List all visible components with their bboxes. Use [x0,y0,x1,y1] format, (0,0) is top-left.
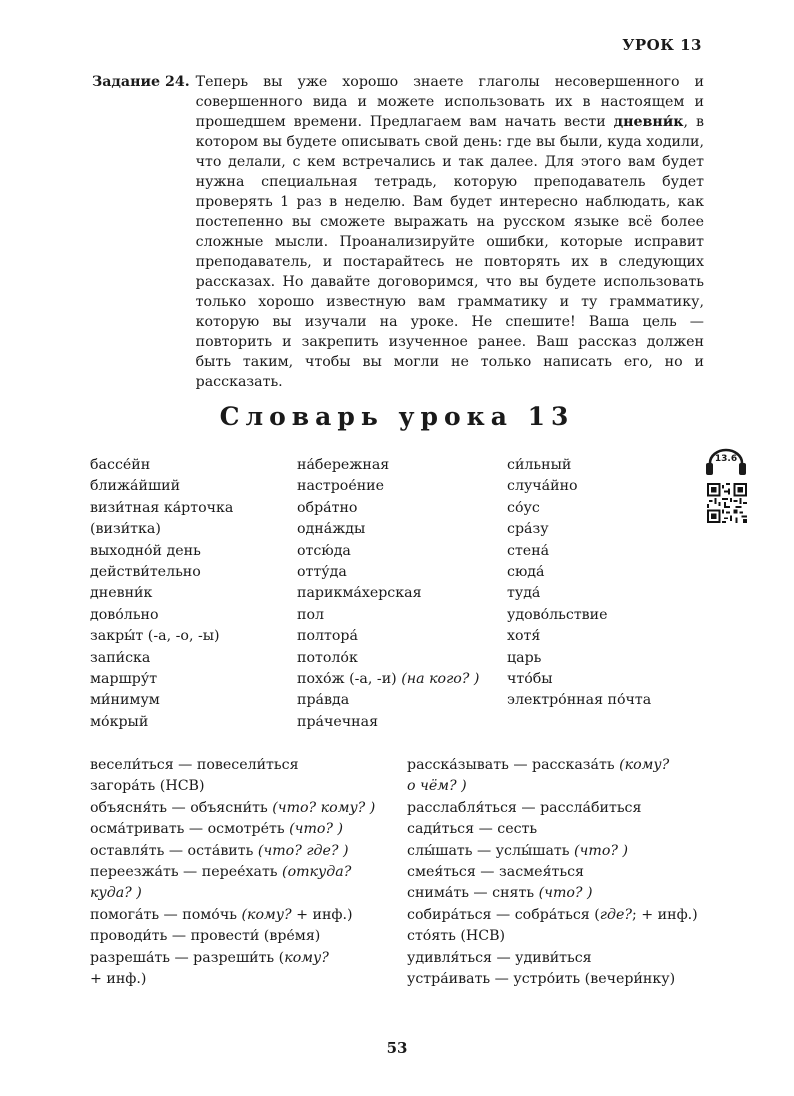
page-number: 53 [386,1039,408,1057]
vocab-item: удово́льствие [507,606,608,623]
verb-item [407,841,707,862]
vocab-item: отсю́да [297,542,351,559]
audio-track-label: 13.6 [714,454,738,464]
verb-item-continued: + инф.) [90,971,147,988]
verb-item-continued [90,883,390,904]
verb-question: где? [599,906,632,923]
verbs-column-right [407,755,707,990]
vocab-item: пол [297,606,325,623]
vocab-item: на́бережная [297,457,390,473]
dictionary-title: Словарь урока 13 [219,402,575,431]
vocab-item: хотя́ [507,628,541,645]
verb-question: (что? ) [574,842,629,859]
vocab-item: случа́йно [507,478,578,495]
vocab-item: туда́ [507,585,541,602]
vocab-item: ближа́йший [90,478,181,495]
verb-pair: снима́ть — снять [407,885,539,902]
verb-item [90,905,390,926]
vocab-item: электро́нная по́чта [507,692,652,709]
verb-pair: разреша́ть — разреши́ть ( [90,949,285,966]
verb-item: сади́ться — сесть [407,821,538,838]
verb-question: кому? [284,949,329,966]
verb-question: (что? кому? ) [272,799,376,816]
verb-pair: оставля́ть — оста́вить [90,842,258,859]
vocab-column-3 [507,455,697,712]
vocab-item: парикма́херская [297,585,422,602]
vocab-item: дневни́к [90,585,153,602]
vocab-item: царь [507,649,542,666]
verb-pair: объясня́ть — объясни́ть [90,799,273,816]
vocab-item: бассе́йн [90,457,151,473]
vocab-item: маршру́т [90,671,158,688]
verb-question: (что? где? ) [257,842,349,859]
vocab-item: си́льный [507,457,572,473]
verb-item: устра́ивать — устро́ить (вечери́нку) [407,971,676,988]
verb-question: куда? ) [90,885,142,902]
verb-question: (что? ) [538,885,593,902]
vocab-item: визи́тная ка́рточка [90,499,234,516]
task-text-start: Теперь вы уже хорошо знаете глаголы несовершенного и совершенного вида и можете использовать их в настоящем и прошедшем времени. Предлагаем вам начать вести [195,74,704,130]
verb-item [407,883,707,904]
vocab-item: ми́нимум [90,692,160,709]
vocab-item: одна́жды [297,521,366,538]
vocab-question: (на кого? ) [401,671,480,688]
vocab-item: что́бы [507,671,553,688]
verb-question: (откуда? [282,864,352,881]
verb-question: (кому? [619,757,670,773]
vocab-item: со́ус [507,499,540,516]
vocab-column-1 [90,455,280,733]
task-text [196,72,704,392]
verb-item [90,862,390,883]
vocab-item: обра́тно [297,499,358,516]
verb-item: смея́ться — засмея́ться [407,864,584,881]
verb-item: весели́ться — повесели́ться [90,757,299,773]
vocab-item: действи́тельно [90,564,201,581]
verb-pair: расска́зывать — рассказа́ть [407,757,620,773]
verb-note: + инф.) [296,906,353,923]
verb-item [90,948,390,969]
vocab-item: дово́льно [90,606,159,623]
vocab-item: отту́да [297,564,347,581]
verb-item: загора́ть (НСВ) [90,778,205,795]
vocab-item: выходно́й день [90,542,201,559]
vocab-item: мо́крый [90,713,149,730]
lesson-header: УРОК 13 [622,36,702,54]
vocab-item: пра́чечная [297,713,379,730]
verb-item [90,819,390,840]
task-24 [92,72,704,392]
task-label: Задание 24. [92,74,190,90]
verb-pair: осма́тривать — осмотре́ть [90,821,290,838]
vocab-word: похо́ж (-а, -и) [297,671,402,688]
verb-question: о чём? ) [407,778,467,795]
verb-pair: помога́ть — помо́чь [90,906,242,923]
verb-pair: переезжа́ть — перее́хать [90,864,283,881]
vocab-item: запи́ска [90,649,151,666]
vocab-item: настрое́ние [297,478,385,495]
vocab-item [297,669,497,690]
qr-code-icon[interactable] [707,483,747,523]
vocab-column-2 [297,455,497,733]
verb-question: (кому? [241,906,297,923]
vocab-item: стена́ [507,542,550,559]
vocab-item: пра́вда [297,692,350,709]
vocab-item: полтора́ [297,628,358,645]
verb-item: сто́ять (НСВ) [407,928,506,945]
verb-item: проводи́ть — провести́ (вре́мя) [90,928,321,945]
verb-pair: собира́ться — собра́ться ( [407,906,600,923]
vocab-item: потоло́к [297,649,358,666]
vocab-item: сра́зу [507,521,549,538]
verb-item: удивля́ться — удиви́ться [407,949,592,966]
verb-item [90,798,390,819]
verb-pair: слы́шать — услы́шать [407,842,575,859]
vocab-item: закры́т (-а, -о, -ы) [90,628,220,645]
vocab-item: (визи́тка) [90,521,161,538]
verb-item [407,755,707,776]
verb-question: (что? ) [289,821,344,838]
verb-note: ; + инф.) [631,906,698,923]
vocab-item: сюда́ [507,564,545,581]
verb-item: расслабля́ться — рассла́биться [407,799,642,816]
verbs-column-left [90,755,390,990]
task-bold-word: дневни́к [613,114,684,130]
verb-item [407,905,707,926]
audio-track[interactable] [703,446,749,526]
task-text-end: , в котором вы будете описывать свой день: где вы были, куда ходили, что делали, с кем встречались и так далее. Для этого вам будет нужна специальная тетрадь, которую преподаватель будет проверять 1 раз в неделю. Вам будет интересно наблюдать, как постепенно вы сможете выражать на русском языке всё более сложные мысли. Проанализируйте ошибки, которые исправит преподаватель, и постарайтесь не повторять их в следующих рассказах. Но давайте договоримся, что вы будете использовать только хорошо известную вам грамматику и ту грамматику, которую вы изучали на уроке. Не спешите! Ваша цель — повторить и закрепить изученное ранее. Ваш рассказ должен быть таким, чтобы вы могли не только написать его, но и рассказать. [195,114,704,390]
verb-item [90,841,390,862]
verb-item-continued [407,776,707,797]
